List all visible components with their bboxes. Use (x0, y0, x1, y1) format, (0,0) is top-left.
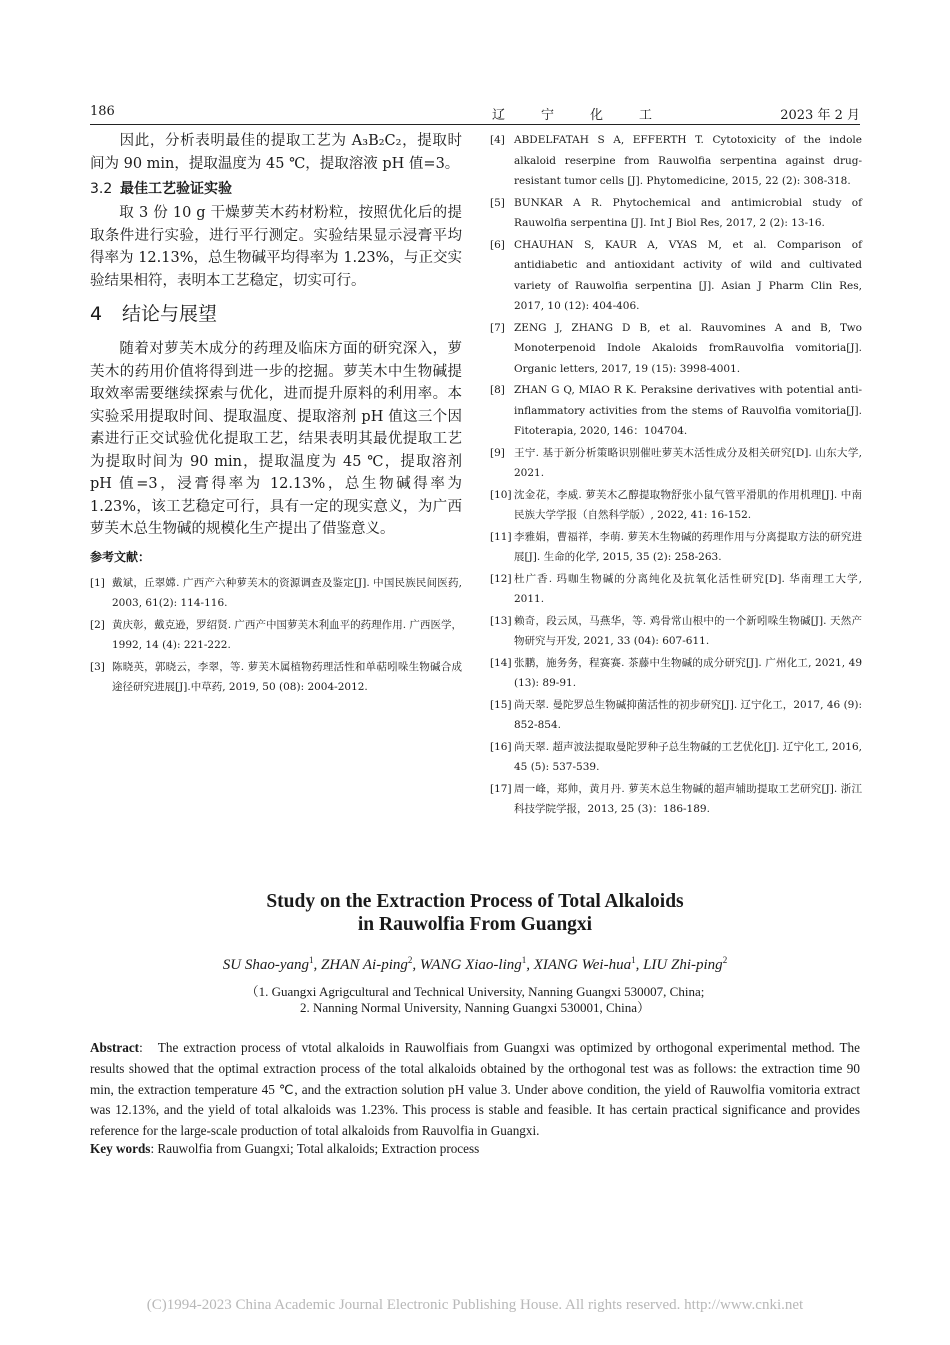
reference-item: [5] BUNKAR A R. Phytochemical and antimicrobial study of Rauwolfia serpentina [J]. Int J Biol Res, 2017, 2 (2): 13-16. (490, 196, 862, 229)
section-title: 结论与展望 (122, 303, 218, 325)
left-column (90, 130, 462, 699)
keywords-label: Key words (90, 1141, 151, 1156)
paragraph-outlook: 随着对萝芙木成分的药理及临床方面的研究深入，萝芙木的药用价值将得到进一步的挖掘。萝芙木中生物碱提取效率需要继续探索与优化，进而提升原料的利用率。本实验采用提取时间、提取温度、提取溶剂 pH 值这三个因素进行正交试验优化提取工艺，结果表明其最优提取工艺为提取时间为 90 min，提取温度为 45 ℃，提取溶剂 pH 值=3，浸膏得率为 12.13%，总生物碱得率为 1.23%，该工艺稳定可行，具有一定的现实意义，为广西萝芙木总生物碱的规模化生产提出了借鉴意义。 (90, 341, 462, 537)
reference-item: [10] 沈金花，李威. 萝芙木乙醇提取物舒张小鼠气管平滑肌的作用机理[J]. 中南民族大学学报（自然科学版）, 2022, 41: 16-152. (490, 488, 862, 521)
references-heading: 参考文献： (90, 549, 151, 564)
english-keywords: Key words: Rauwolfia from Guangxi; Total alkaloids; Extraction process (90, 1141, 480, 1156)
reference-item: [9] 王宁. 基于新分析策略识别催吐萝芙木活性成分及相关研究[D]. 山东大学, 2021. (490, 446, 862, 479)
reference-item: [13] 赖奇，段云凤，马燕华，等. 鸡骨常山根中的一个新吲哚生物碱[J]. 天然产物研究与开发, 2021, 33 (04): 607-611. (490, 614, 862, 647)
reference-item: [17] 周一峰，郑帅，黄月丹. 萝芙木总生物碱的超声辅助提取工艺研究[J]. 浙江科技学院学报，2013, 25 (3)：186-189. (490, 782, 862, 815)
header-rule (90, 124, 860, 125)
reference-item: [3] 陈晓英，郭晓云，李翠，等. 萝芙木属植物药理活性和单萜吲哚生物碱合成途径研究进展[J].中草药, 2019, 50 (08): 2004-2012. (90, 660, 462, 693)
paragraph-validation: 取 3 份 10 g 干燥萝芙木药材粉粒，按照优化后的提取条件进行实验，进行平行测定。实验结果显示浸膏平均得率为 12.13%，总生物碱平均得率为 1.23%，与正交实验结果相符，表明本工艺稳定，切实可行。 (90, 205, 462, 289)
section-number: 4 (90, 303, 103, 325)
subsection-number: 3.2 (90, 181, 113, 197)
copyright-footer: (C)1994-2023 China Academic Journal Electronic Publishing House. All rights reserved. http://www.cnki.net (146, 1297, 804, 1313)
reference-item: [2] 黄庆彰，戴克逊，罗绍贤. 广西产中国萝芙木利血平的药理作用. 广西医学，1992, 14 (4): 221-222. (90, 618, 462, 651)
reference-item: [14] 张鹏，施务务，程赛赛. 茶藤中生物碱的成分研究[J]. 广州化工, 2021, 49 (13): 89-91. (490, 656, 862, 689)
affiliations (0, 984, 950, 1016)
reference-list-left (90, 573, 462, 698)
reference-item: [8] ZHAN G Q, MIAO R K. Peraksine derivatives with potential anti-inflammatory activities from the stems of Rauvolfia vomitoria[J]. Fitoterapia, 2020, 146：104704. (490, 384, 862, 437)
english-abstract: Abstract: The extraction process of vtotal alkaloids in Rauwolfiais from Guangxi was optimized by orthogonal experimental method. The results showed that the optimal extraction process of the total alkaloids obtained by the orthogonal test was as follows: the extraction time 90 min, the extraction temperature 45 ℃, and the extraction solution pH value 3. Under above condition, the yield of Rauwolfia vomitoria extract was 12.13%, and the yield of total alkaloids was 1.23%. This process is stable and feasible. It has certain practical significance and provides reference for the large-scale production of total alkaloids from Rauvolfia in Guangxi. (90, 1040, 860, 1139)
reference-item: [12] 杜广香. 玛咖生物碱的分离纯化及抗氧化活性研究[D]. 华南理工大学, 2011. (490, 572, 862, 605)
journal-name: 辽宁化工 (492, 108, 689, 123)
keywords-text: Rauwolfia from Guangxi; Total alkaloids; Extraction process (157, 1141, 480, 1156)
abstract-text: The extraction process of vtotal alkaloids in Rauwolfiais from Guangxi was optimized by orthogonal experimental method. The results showed that the optimal extraction process of the total alkaloids obtained by the orthogonal test was as follows: the extraction time 90 min, the extraction temperature 45 ℃, and the extraction solution pH value 3. Under above condition, the yield of Rauwolfia vomitoria extract was 12.13%, and the yield of total alkaloids was 1.23%. This process is stable and feasible. It has certain practical significance and provides reference for the large-scale production of total alkaloids from Rauvolfia in Guangxi. (90, 1040, 860, 1139)
reference-item: [11] 李雅娟，曹福祥，李萌. 萝芙木生物碱的药理作用与分离提取方法的研究进展[J]. 生命的化学, 2015, 35 (2): 258-263. (490, 530, 862, 563)
reference-item: [6] CHAUHAN S, KAUR A, VYAS M, et al. Comparison of antidiabetic and antioxidant activity of wild and cultivated variety of Rauwolfia serpentina [J]. Asian J Pharm Clin Res, 2017, 10 (12): 404-406. (490, 238, 862, 312)
affiliation-2: 2. Nanning Normal University, Nanning Guangxi 530001, China） (299, 1000, 651, 1015)
subsection-title: 最佳工艺验证实验 (120, 181, 232, 197)
reference-item: [16] 尚天翠. 超声波法提取曼陀罗种子总生物碱的工艺优化[J]. 辽宁化工, 2016, 45 (5): 537-539. (490, 740, 862, 773)
author: SU Shao-yang$^1$ (222, 955, 314, 973)
issue-date: 2023 年 2 月 (780, 108, 860, 123)
abstract-label: Abstract (90, 1040, 140, 1055)
paragraph-conclusion-3-1: 因此，分析表明最佳的提取工艺为 A₃B₂C₂，提取时间为 90 min，提取温度为 45 ℃，提取溶液 pH 值=3。 (90, 133, 462, 172)
subsection-heading-3-2 (90, 178, 462, 200)
right-column (490, 130, 862, 821)
author: XIANG Wei-hua$^1$ (533, 955, 636, 973)
running-header (90, 104, 860, 124)
reference-item: [4] ABDELFATAH S A, EFFERTH T. Cytotoxicity of the indole alkaloid reserpine from Rauwolfia serpentina against drug-resistant tumor cells [J]. Phytomedicine, 2015, 22 (2): 308-318. (490, 134, 862, 187)
reference-item: [1] 戴斌，丘翠嫦. 广西产六种萝芙木的资源调查及鉴定[J]. 中国民族民间医药, 2003, 61(2): 114-116. (90, 576, 462, 609)
reference-item: [7] ZENG J, ZHANG D B, et al. Rauvomines A and B, Two Monoterpenoid Indole Akaloids fromRauvolfia vomitoria[J]. Organic letters, 2017, 19 (15): 3998-4001. (490, 321, 862, 375)
author: LIU Zhi-ping$^2$ (643, 955, 728, 973)
author-list: SU Shao-yang$^1$, ZHAN Ai-ping$^2$, WANG Xiao-ling$^1$, XIANG Wei-hua$^1$, LIU Zhi-ping$^2$ (222, 955, 728, 973)
page-number: 186 (90, 104, 115, 119)
author: WANG Xiao-ling$^1$ (419, 955, 527, 973)
section-heading-4 (90, 300, 462, 328)
affiliation-1: （1. Guangxi Agrigcultural and Technical University, Nanning Guangxi 530007, China; (245, 984, 705, 999)
reference-item: [15] 尚天翠. 曼陀罗总生物碱抑菌活性的初步研究[J]. 辽宁化工，2017, 46 (9): 852-854. (490, 698, 862, 731)
english-title: Study on the Extraction Process of Total Alkaloids in Rauwolfia From Guangxi (266, 891, 684, 935)
author: ZHAN Ai-ping$^2$ (321, 955, 413, 973)
